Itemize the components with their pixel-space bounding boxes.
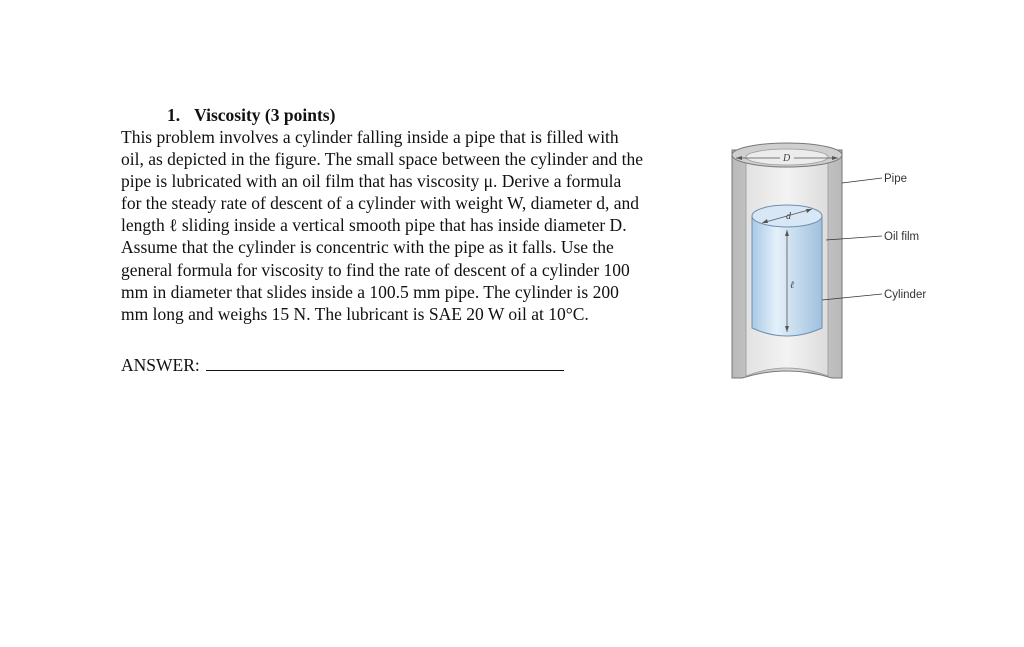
answer-blank[interactable] (206, 354, 564, 371)
problem-line: oil, as depicted in the figure. The small space between the cylinder and the (121, 149, 644, 170)
problem-line: for the steady rate of descent of a cylinder with weight W, diameter d, and (121, 193, 640, 214)
length-label: ℓ (790, 280, 795, 291)
problem-line: pipe is lubricated with an oil film that has viscosity μ. Derive a formula (121, 171, 622, 192)
problem-heading (167, 104, 721, 126)
problem-line: length ℓ sliding inside a vertical smooth pipe that has inside diameter D. (121, 215, 627, 236)
problem-number: 1. (167, 105, 181, 125)
problem-line: mm in diameter that slides inside a 100.5 mm pipe. The cylinder is 200 (121, 281, 619, 302)
oil-film-label: Oil film (884, 231, 920, 243)
pipe-diameter-label: D (783, 153, 791, 164)
problem-line: This problem involves a cylinder falling inside a pipe that is filled with (121, 127, 619, 147)
cylinder-label: Cylinder (884, 289, 927, 301)
problem-line: Assume that the cylinder is concentric with the pipe as it falls. Use the (121, 237, 614, 258)
problem-block (121, 104, 721, 325)
problem-line: mm long and weighs 15 N. The lubricant is SAE 20 W oil at 10°C. (121, 303, 589, 324)
figure-svg (722, 128, 952, 388)
answer-label: ANSWER: (121, 355, 200, 375)
pipe-label: Pipe (884, 173, 908, 185)
answer-row (121, 354, 564, 376)
problem-title: Viscosity (3 points) (194, 105, 336, 125)
pipe-leader (842, 178, 882, 183)
cylinder-diameter-label: d (786, 211, 791, 222)
problem-line: general formula for viscosity to find the rate of descent of a cylinder 100 (121, 259, 630, 280)
pipe-cylinder-figure (722, 128, 952, 388)
